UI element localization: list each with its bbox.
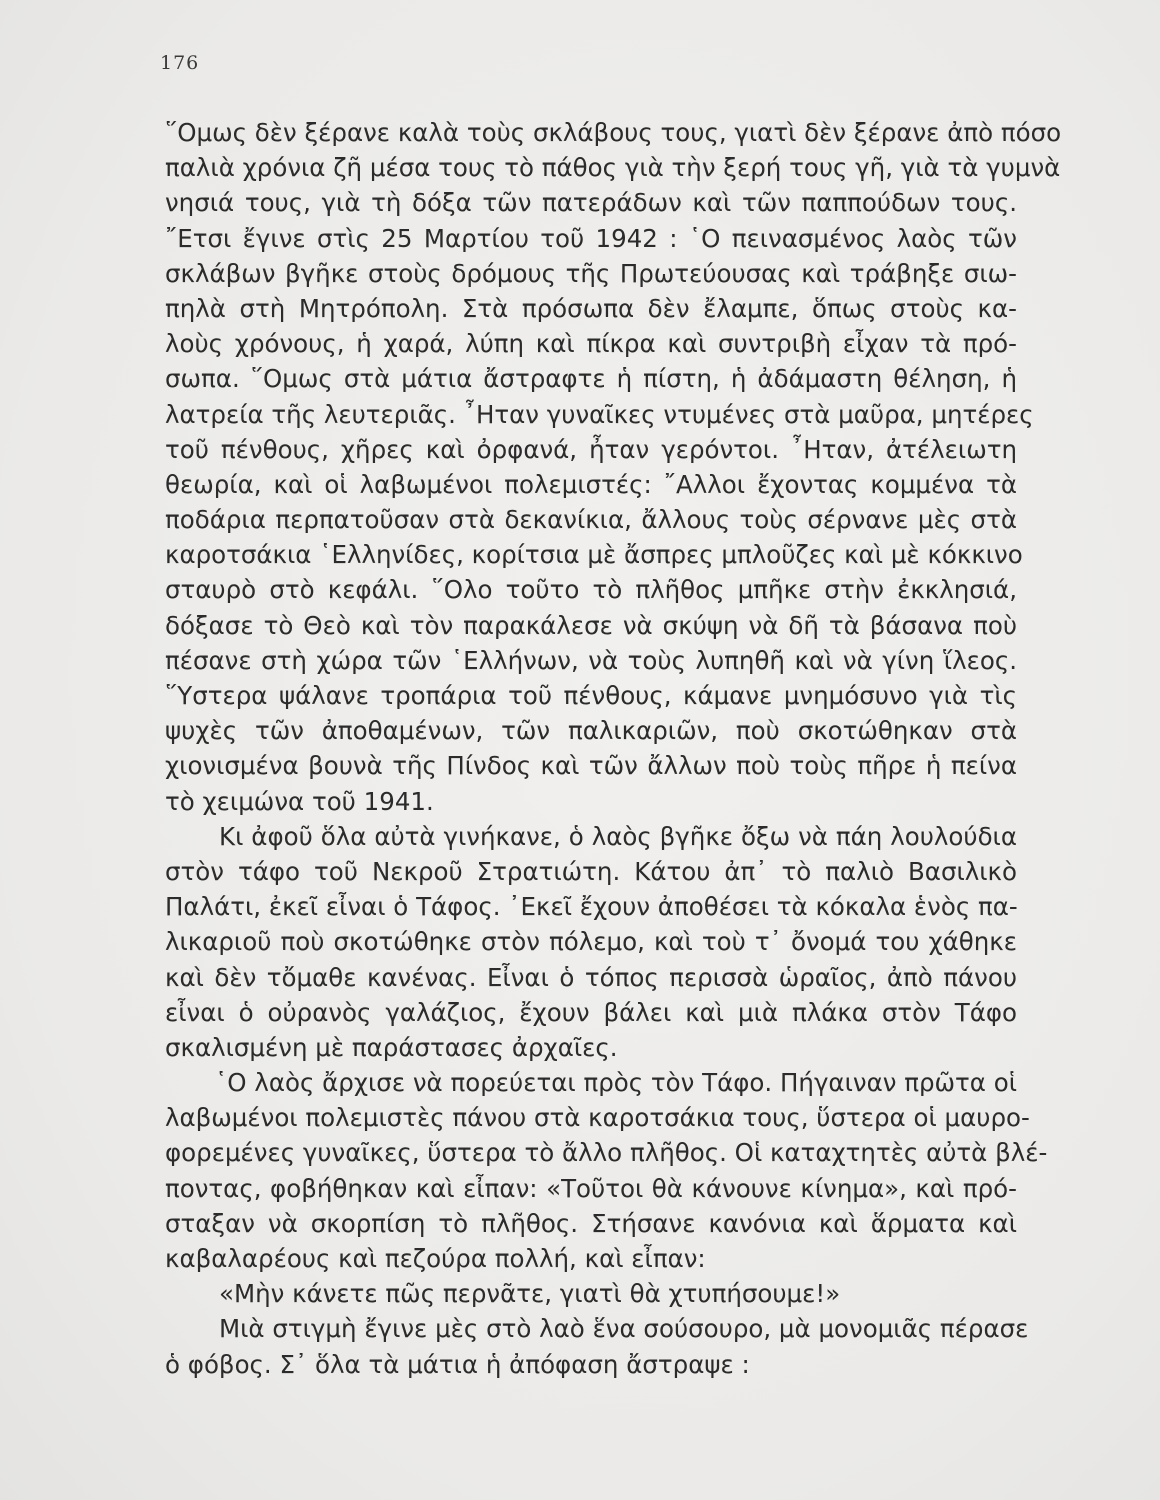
text-line: σωπα. ῞Ομως στὰ μάτια ἄστραφτε ἡ πίστη, ἡ ἀδάμαστη θέληση, ἡ bbox=[165, 364, 1017, 394]
text-line: θεωρία, καὶ οἱ λαβωμένοι πολεμιστές: ῎Αλλοι ἔχοντας κομμένα τὰ bbox=[165, 469, 1017, 499]
text-line: λατρεία τῆς λευτεριᾶς. ῏Ηταν γυναῖκες ντυμένες στὰ μαῦρα, μητέρες bbox=[165, 399, 1034, 429]
text-line: Παλάτι, ἐκεῖ εἶναι ὁ Τάφος. ᾿Εκεῖ ἔχουν ἀποθέσει τὰ κόκαλα ἑνὸς πα- bbox=[165, 892, 1018, 922]
text-line: πέσανε στὴ χώρα τῶν ῾Ελλήνων, νὰ τοὺς λυπηθῆ καὶ νὰ γίνη ἵλεος. bbox=[165, 645, 1017, 675]
text-line: ῞Υστερα ψάλανε τροπάρια τοῦ πένθους, κάμανε μνημόσυνο γιὰ τὶς bbox=[165, 681, 1017, 710]
text-line: Μιὰ στιγμὴ ἔγινε μὲς στὸ λαὸ ἕνα σούσουρο, μὰ μονομιᾶς πέρασε bbox=[219, 1314, 1029, 1344]
text-line: σκαλισμένη μὲ παράστασες ἀρχαῖες. bbox=[165, 1032, 618, 1062]
text-line: φορεμένες γυναῖκες, ὕστερα τὸ ἄλλο πλῆθος. Οἱ καταχτητὲς αὐτὰ βλέ- bbox=[165, 1138, 1048, 1168]
text-line: ῾Ο λαὸς ἄρχισε νὰ πορεύεται πρὸς τὸν Τάφο. Πήγαιναν πρῶτα οἱ bbox=[215, 1068, 1017, 1098]
paragraph-4-quote bbox=[165, 1276, 1017, 1311]
text-line: δόξασε τὸ Θεὸ καὶ τὸν παρακάλεσε νὰ σκύψη νὰ δῆ τὰ βάσανα ποὺ bbox=[165, 610, 1017, 640]
text-line: τὸ χειμώνα τοῦ 1941. bbox=[165, 786, 434, 816]
text-line: ὁ φόβος. Σ᾿ ὅλα τὰ μάτια ἡ ἀπόφαση ἄστραψε : bbox=[165, 1349, 750, 1379]
paragraph-3 bbox=[165, 1065, 1048, 1276]
page-number: 176 bbox=[160, 52, 200, 74]
text-line: Κι ἀφοῦ ὅλα αὐτὰ γινήκανε, ὁ λαὸς βγῆκε ὄξω νὰ πάη λουλούδια bbox=[219, 821, 1017, 851]
text-line: χιονισμένα βουνὰ τῆς Πίνδος καὶ τῶν ἄλλων ποὺ τοὺς πῆρε ἡ πείνα bbox=[165, 751, 1017, 781]
text-line: σκλάβων βγῆκε στοὺς δρόμους τῆς Πρωτεύουσας καὶ τράβηξε σιω- bbox=[165, 258, 1017, 288]
text-line: καροτσάκια ῾Ελληνίδες, κορίτσια μὲ ἄσπρες μπλοῦζες καὶ μὲ κόκκινο bbox=[165, 540, 1023, 570]
text-line: παλιὰ χρόνια ζῆ μέσα τους τὸ πάθος γιὰ τὴν ξερή τους γῆ, γιὰ τὰ γυμνὰ bbox=[165, 153, 1061, 183]
paragraph-5 bbox=[165, 1311, 1029, 1381]
text-line: νησιά τους, γιὰ τὴ δόξα τῶν πατεράδων καὶ τῶν παππούδων τους. bbox=[165, 188, 1017, 218]
text-line: στὸν τάφο τοῦ Νεκροῦ Στρατιώτη. Κάτου ἀπ᾿ τὸ παλιὸ Βασιλικὸ bbox=[165, 856, 1017, 886]
text-line: ῎Ετσι ἔγινε στὶς 25 Μαρτίου τοῦ 1942 : ῾Ο πεινασμένος λαὸς τῶν bbox=[165, 223, 1017, 253]
text-line: ῞Ομως δὲν ξέρανε καλὰ τοὺς σκλάβους τους, γιατὶ δὲν ξέρανε ἀπὸ πόσο bbox=[165, 118, 1062, 147]
text-line: εἶναι ὁ οὐρανὸς γαλάζιος, ἔχουν βάλει καὶ μιὰ πλάκα στὸν Τάφο bbox=[165, 997, 1017, 1027]
text-line: «Μὴν κάνετε πῶς περνᾶτε, γιατὶ θὰ χτυπήσουμε!» bbox=[219, 1279, 841, 1309]
text-line: λαβωμένοι πολεμιστὲς πάνου στὰ καροτσάκια τους, ὕστερα οἱ μαυρο- bbox=[165, 1103, 1030, 1133]
text-line: ποντας, φοβήθηκαν καὶ εἶπαν: «Τοῦτοι θὰ κάνουνε κίνημα», καὶ πρό- bbox=[165, 1173, 1017, 1203]
body-text bbox=[165, 115, 1062, 1382]
text-line: ποδάρια περπατοῦσαν στὰ δεκανίκια, ἄλλους τοὺς σέρνανε μὲς στὰ bbox=[165, 505, 1017, 535]
text-line: σταξαν νὰ σκορπίση τὸ πλῆθος. Στήσανε κανόνια καὶ ἅρματα καὶ bbox=[165, 1208, 1017, 1238]
text-line: καὶ δὲν τὄμαθε κανένας. Εἶναι ὁ τόπος περισσὰ ὡραῖος, ἀπὸ πάνου bbox=[165, 962, 1017, 992]
text-line: καβαλαρέους καὶ πεζούρα πολλή, καὶ εἶπαν: bbox=[165, 1244, 706, 1273]
paragraph-1 bbox=[165, 115, 1062, 819]
text-line: λικαριοῦ ποὺ σκοτώθηκε στὸν πόλεμο, καὶ τοὺ τ᾿ ὄνομά του χάθηκε bbox=[165, 927, 1017, 957]
text-line: πηλὰ στὴ Μητρόπολη. Στὰ πρόσωπα δὲν ἔλαμπε, ὅπως στοὺς κα- bbox=[165, 293, 1017, 323]
text-line: τοῦ πένθους, χῆρες καὶ ὀρφανά, ἦταν γερόντοι. ῏Ηταν, ἀτέλειωτη bbox=[165, 434, 1017, 464]
paragraph-2 bbox=[165, 819, 1017, 1065]
text-line: σταυρὸ στὸ κεφάλι. ῞Ολο τοῦτο τὸ πλῆθος μπῆκε στὴν ἐκκλησιά, bbox=[165, 575, 1017, 605]
text-line: λοὺς χρόνους, ἡ χαρά, λύπη καὶ πίκρα καὶ συντριβὴ εἶχαν τὰ πρό- bbox=[165, 329, 1017, 359]
text-line: ψυχὲς τῶν ἀποθαμένων, τῶν παλικαριῶν, ποὺ σκοτώθηκαν στὰ bbox=[165, 716, 1017, 746]
